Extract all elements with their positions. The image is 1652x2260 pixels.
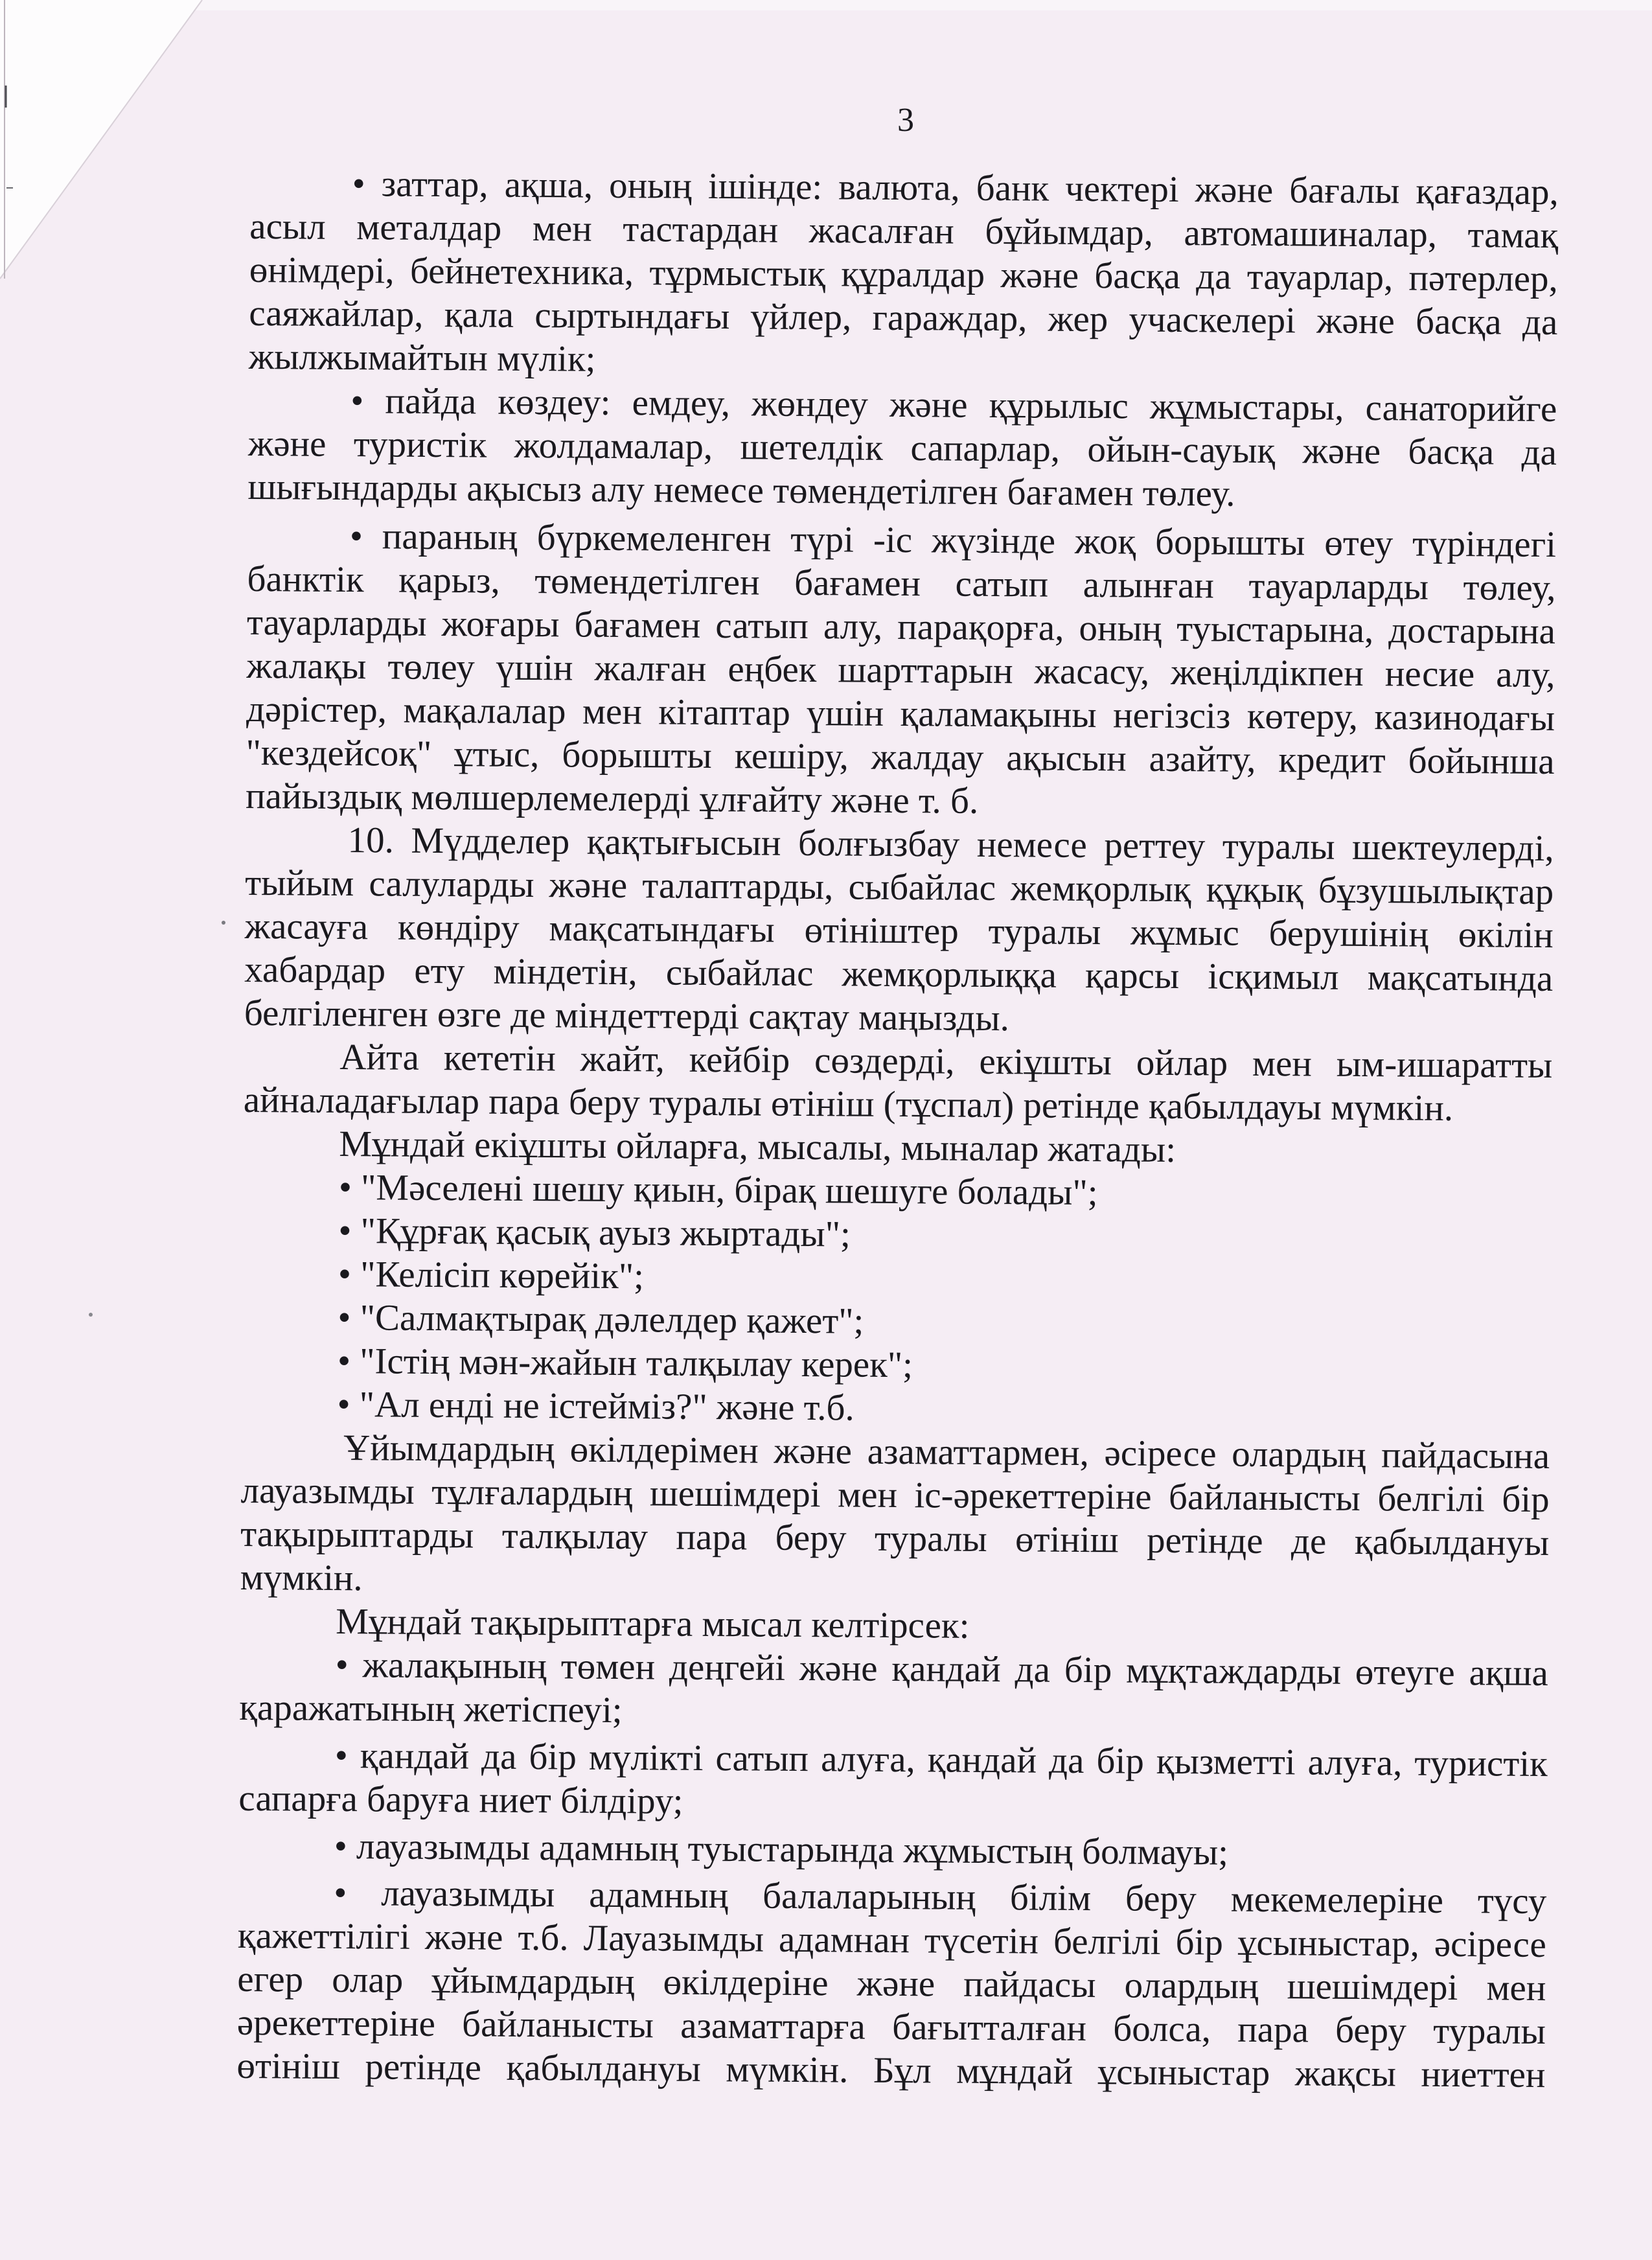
text-line: мүмкін.	[240, 1556, 363, 1599]
text-line: Ұйымдардың өкілдерімен және азаматтармен, әсіресе олардың пайдасына	[343, 1427, 1550, 1477]
text-line: Мұндай екіұшты ойларға, мысалы, мыналар жатады:	[339, 1123, 1176, 1171]
text-line: лауазымды тұлғалардың шешімдері мен іс-әрекеттеріне байланысты белгілі бір	[240, 1470, 1550, 1521]
text-line: • параның бүркемеленген түрі -іс жүзінде жоқ борышты өтеу түріндегі	[349, 516, 1557, 566]
text-line: тауарларды жоғары бағамен сатып алу, парақорға, оның туыстарына, достарына	[246, 601, 1556, 652]
scan-top-edge	[0, 0, 1652, 10]
text-line: және туристік жолдамалар, шетелдік сапарлар, ойын-сауық және басқа да	[247, 422, 1557, 474]
text-line: Айта кететін жайт, кейбір сөздерді, екіұшты ойлар мен ым-ишаратты	[339, 1037, 1553, 1087]
paragraph-discussion-topics	[240, 1425, 1550, 1608]
text-line: • заттар, ақша, оның ішінде: валюта, банк чектері және бағалы қағаздар,	[352, 163, 1559, 213]
topic-item-salary	[239, 1643, 1548, 1738]
text-line: айналадағылар пара беру туралы өтініш (тұспал) ретінде қабылдауы мүмкін.	[243, 1079, 1454, 1129]
list-item: • лауазымды адамның туыстарында жұмыстың болмауы;	[334, 1825, 1229, 1873]
text-line: • пайда көздеу: емдеу, жөндеу және құрылыс жұмыстары, санаторийге	[350, 380, 1557, 430]
page-number: 3	[897, 102, 914, 139]
topic-item-relatives	[238, 1824, 1547, 1876]
paragraph-disguised-bribe	[246, 514, 1556, 827]
text-line: Мұндай тақырыптарға мысал келтірсек:	[336, 1600, 970, 1646]
scan-speck	[89, 1313, 93, 1317]
paragraph-benefits	[247, 378, 1557, 518]
paragraph-item-10	[244, 818, 1554, 1044]
text-line: дәрістер, мақалалар мен кітаптар үшін қаламақыны негізсіз көтеру, казинодағы	[246, 688, 1555, 739]
text-line: өнімдері, бейнетехника, тұрмыстық құралдар және басқа да тауарлар, пәтерлер,	[249, 249, 1559, 300]
scan-corner-edge	[0, 0, 202, 279]
text-line: 10. Мүдделер қақтығысын болғызбау немесе реттеу туралы шектеулерді,	[347, 820, 1554, 870]
ambiguous-phrases-list	[241, 1165, 1552, 1435]
text-line: шығындарды ақысыз алу немесе төмендетілген бағамен төлеу.	[247, 466, 1235, 514]
paragraph-ambiguous-note	[244, 1035, 1553, 1131]
paragraph-valuables	[249, 161, 1559, 387]
text-line: асыл металдар мен тастардан жасалған бұйымдар, автомашиналар, тамақ	[249, 205, 1559, 257]
text-line: тақырыптарды талқылау пара беру туралы өтініш ретінде де қабылдануы	[240, 1513, 1550, 1564]
text-line: пайыздық мөлшерлемелерді ұлғайту және т. б.	[245, 775, 979, 822]
list-item: • жалақының төмен деңгейі және қандай да бір мұқтаждарды өтеуге ақша	[335, 1644, 1548, 1694]
list-item: • "Салмақтырақ дәлелдер қажет";	[338, 1297, 864, 1342]
text-line: әрекеттеріне байланысты азаматтарға бағытталған болса, пара беру туралы	[236, 2001, 1546, 2053]
text-line: жалақы төлеу үшін жалған еңбек шарттарын жасасу, жеңілдікпен несие алу,	[246, 645, 1555, 696]
text-line: "кездейсоқ" ұтыс, борышты кешіру, жалдау ақысын азайту, кредит бойынша	[246, 732, 1555, 783]
scan-corner	[0, 0, 202, 279]
topic-item-purchase	[238, 1733, 1548, 1829]
list-item: • лауазымды адамның балаларының білім беру мекемелеріне түсу	[334, 1872, 1547, 1922]
text-line: белгіленген өзге де міндеттерді сақтау маңызды.	[244, 992, 1010, 1039]
text-line: тыйым салуларды және талаптарды, сыбайлас жемқорлық құқық бұзушылықтар	[245, 862, 1554, 913]
list-item: • "Мәселені шешу қиын, бірақ шешуге болады";	[338, 1166, 1098, 1214]
scan-speck	[222, 921, 225, 925]
text-line: жасауға көндіру мақсатындағы өтініштер туралы жұмыс берушінің өкілін	[244, 905, 1554, 956]
text-line: жылжымайтын мүлік;	[248, 336, 596, 380]
list-item: • "Құрғақ қасық ауыз жыртады";	[338, 1210, 851, 1255]
document-body	[236, 161, 1559, 2097]
text-line: қаражатының жетіспеуі;	[239, 1687, 623, 1731]
text-line: хабардар ету міндетін, сыбайлас жемқорлыққа қарсы ісқимыл мақсатында	[244, 949, 1554, 1000]
text-line: өтініш ретінде қабылдануы мүмкін. Бұл мұндай ұсыныстар жақсы ниеттен	[236, 2045, 1546, 2096]
text-line: банктік қарыз, төмендетілген бағамен сатып алынған тауарларды төлеу,	[247, 558, 1556, 609]
list-item: • "Ал енді не істейміз?" және т.б.	[337, 1383, 855, 1429]
topic-item-children	[236, 1871, 1546, 2097]
text-line: саяжайлар, қала сыртындағы үйлер, гараждар, жер учаскелері және басқа да	[249, 292, 1558, 343]
list-item: • "Істің мән-жайын талқылау керек";	[337, 1340, 913, 1386]
text-line: егер олар ұйымдардың өкілдеріне және пайдасы олардың шешімдері мен	[237, 1958, 1546, 2009]
text-line: сапарға баруға ниет білдіру;	[238, 1777, 683, 1822]
text-line: қажеттілігі және т.б. Лауазымды адамнан түсетін белгілі бір ұсыныстар, әсіресе	[237, 1915, 1547, 1966]
list-item: • қандай да бір мүлікті сатып алуға, қандай да бір қызметті алуға, туристік	[334, 1735, 1548, 1785]
list-item: • "Келісіп көрейік";	[338, 1253, 645, 1297]
